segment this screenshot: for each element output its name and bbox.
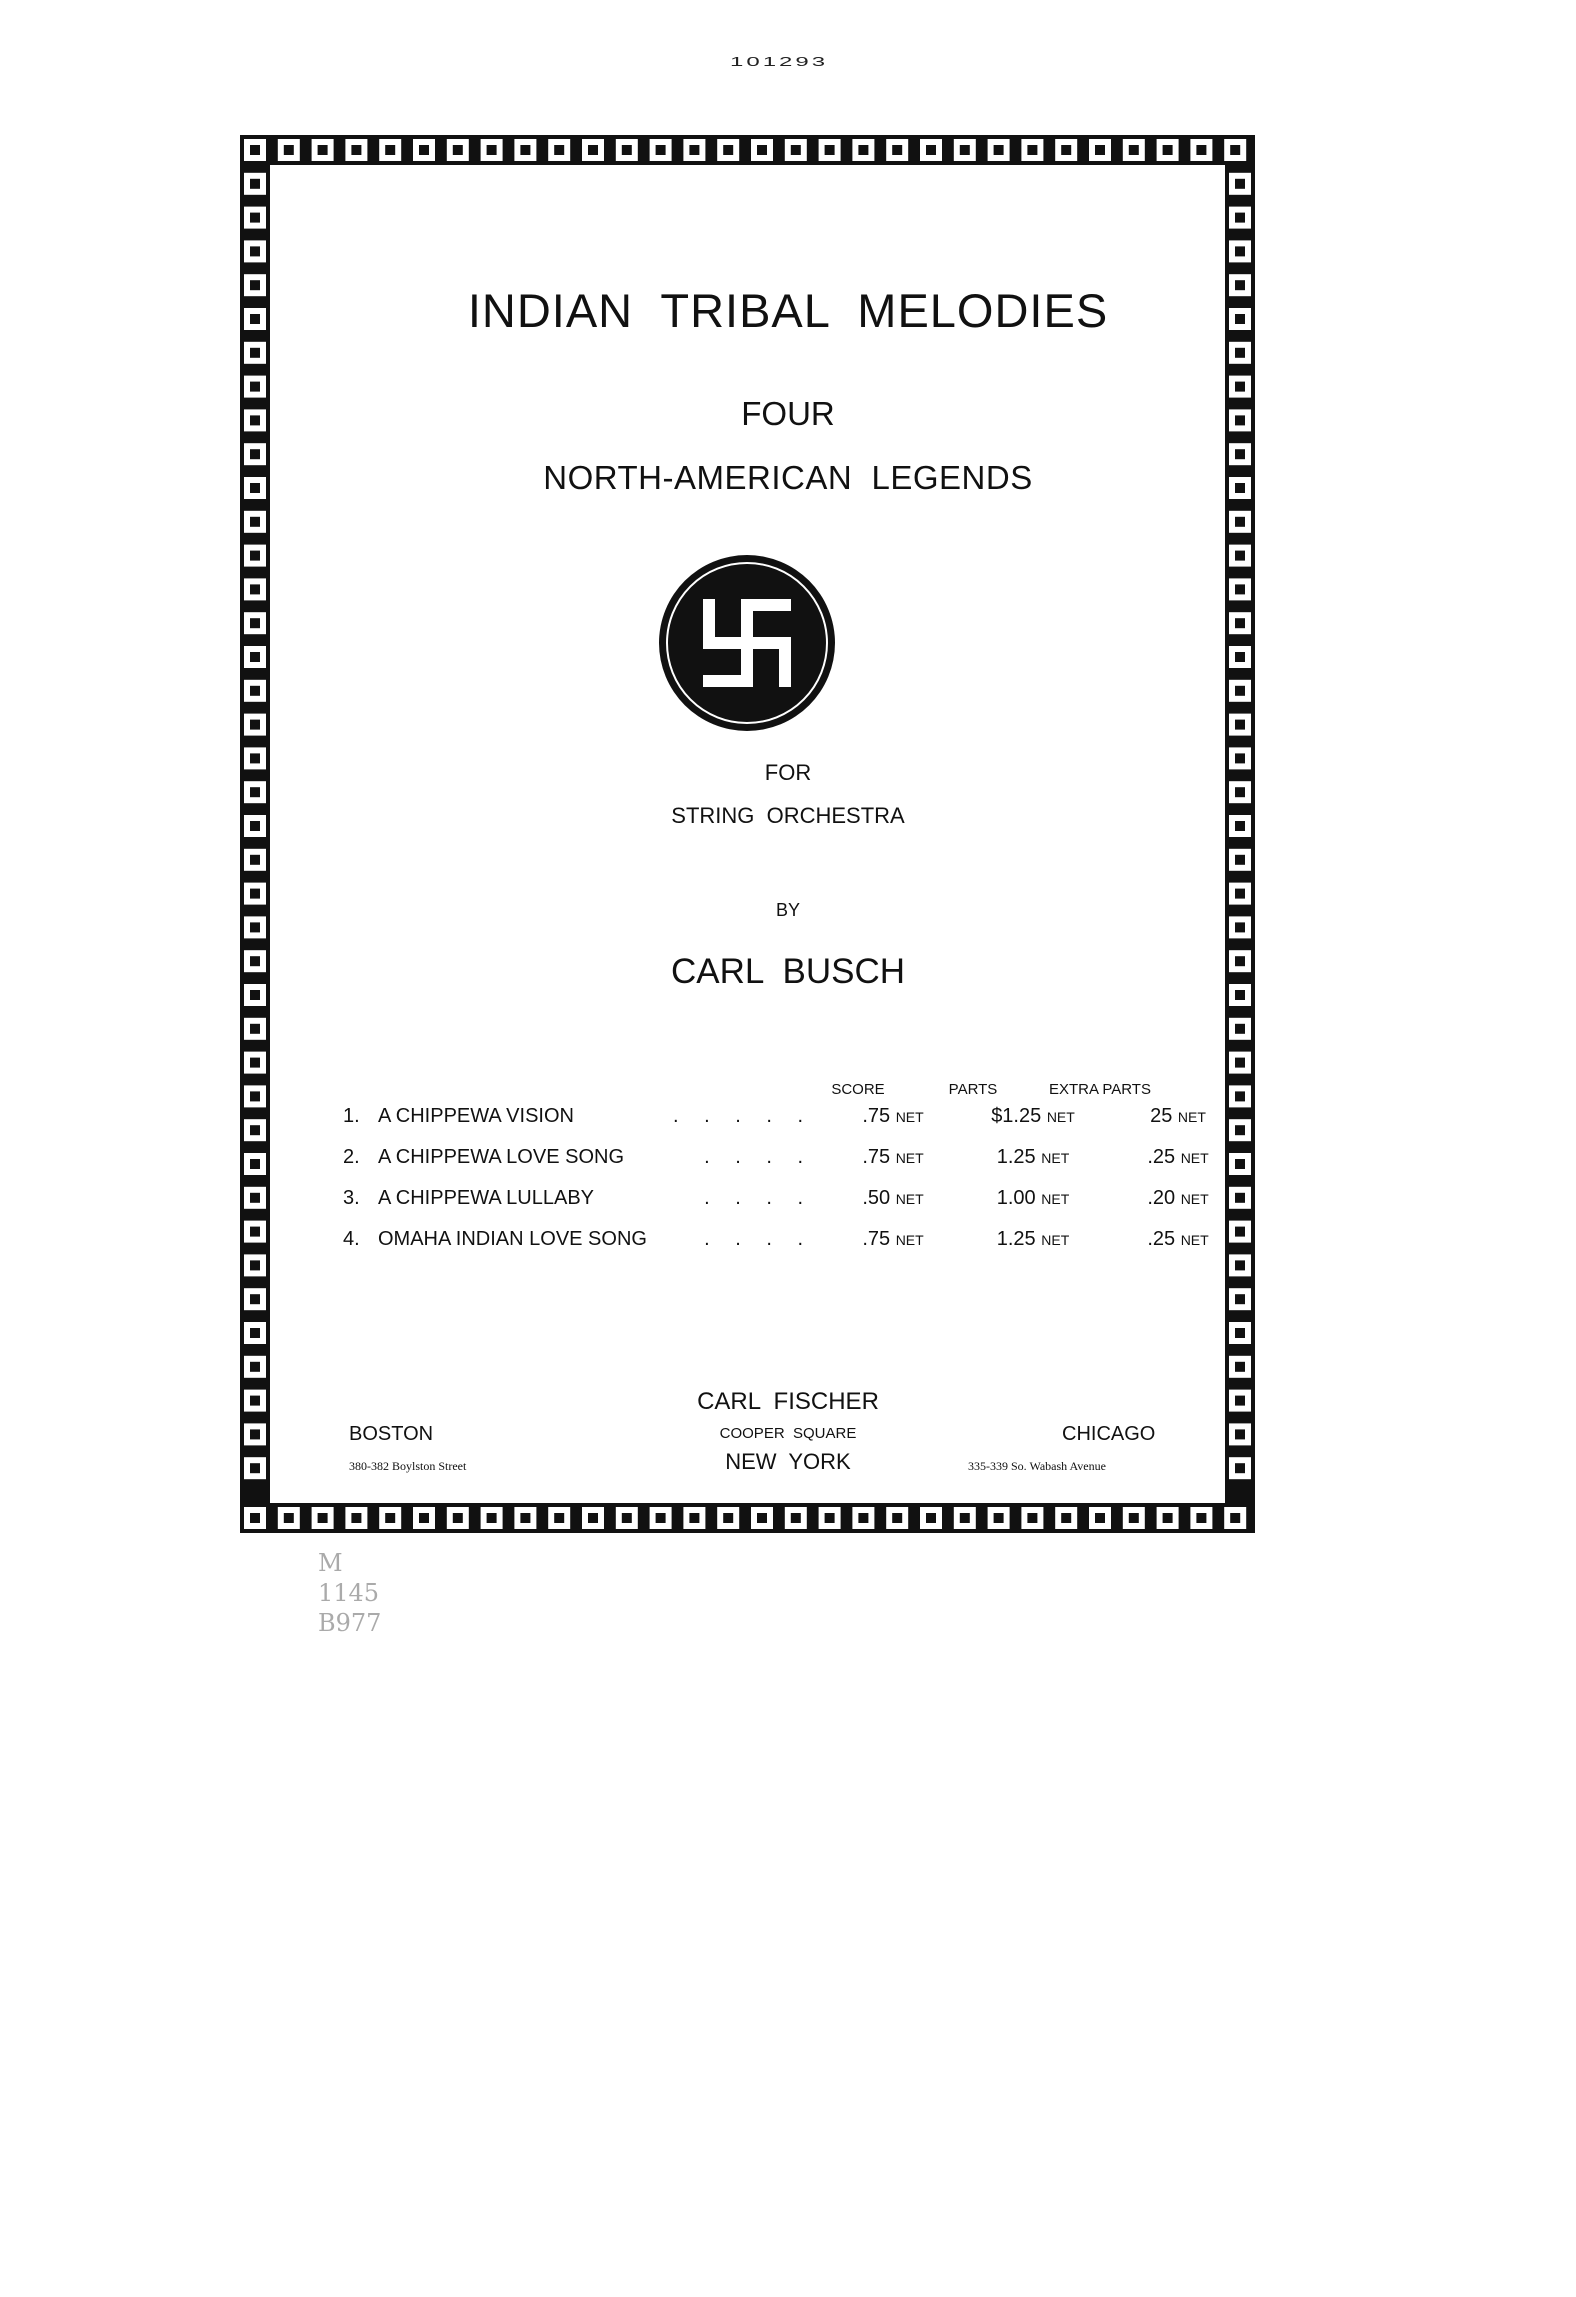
parts-column-header: PARTS [948,1081,998,1098]
extra-parts-price: .20 NET [1147,1187,1209,1209]
extra-parts-column-header: EXTRA PARTS [1049,1081,1151,1098]
extra-parts-price: .25 NET [1147,1228,1209,1250]
row-number: 4. [343,1228,360,1250]
leader-dots: . . . . [673,1146,814,1168]
parts-price: 1.25 NET [996,1146,1070,1168]
row-number: 1. [343,1105,360,1127]
row-title: A CHIPPEWA VISION [378,1105,574,1127]
parts-price: 1.25 NET [996,1228,1070,1250]
score-column-header: SCORE [831,1081,885,1098]
score-price: .50 NET [862,1187,924,1209]
page-title: INDIAN TRIBAL MELODIES [467,284,1109,337]
publisher-address: COOPER SQUARE [719,1425,857,1442]
score-price: .75 NET [862,1105,924,1127]
branch-chicago-city: CHICAGO [1062,1423,1156,1445]
composer-name: CARL BUSCH [670,952,906,991]
parts-price: 1.00 NET [996,1187,1070,1209]
leader-dots: . . . . [673,1187,814,1209]
parts-price: $1.25 NET [991,1105,1075,1127]
subtitle-count: FOUR [741,395,835,432]
price-list-row [343,1105,1206,1135]
by-label: BY [775,900,800,920]
branch-chicago-address: 335-339 So. Wabash Avenue [968,1459,1106,1473]
publisher-city: NEW YORK [725,1449,851,1474]
for-label: FOR [764,760,812,785]
handwritten-call-number: M 1145 B977 [318,1549,382,1637]
price-list-row [343,1228,1209,1258]
subtitle-legends: NORTH-AMERICAN LEGENDS [543,459,1033,496]
ensemble-label: STRING ORCHESTRA [671,803,905,828]
score-price: .75 NET [862,1146,924,1168]
top-stamp-mark: 101293 [730,54,829,70]
row-number: 3. [343,1187,360,1209]
row-title: OMAHA INDIAN LOVE SONG [378,1228,647,1250]
swastika-emblem-icon [657,553,837,733]
extra-parts-price: .25 NET [1147,1146,1209,1168]
price-list-row [343,1187,1209,1217]
score-price: .75 NET [862,1228,924,1250]
row-title: A CHIPPEWA LOVE SONG [378,1146,624,1168]
decorative-square-border [240,135,1255,1533]
leader-dots: . . . . . [673,1105,814,1127]
branch-boston-address: 380-382 Boylston Street [349,1459,467,1473]
price-list-row [343,1146,1209,1176]
publisher-name: CARL FISCHER [697,1388,879,1415]
leader-dots: . . . . [673,1228,814,1250]
row-title: A CHIPPEWA LULLABY [378,1187,595,1209]
branch-boston-city: BOSTON [349,1423,434,1445]
extra-parts-price: 25 NET [1150,1105,1206,1127]
row-number: 2. [343,1146,360,1168]
